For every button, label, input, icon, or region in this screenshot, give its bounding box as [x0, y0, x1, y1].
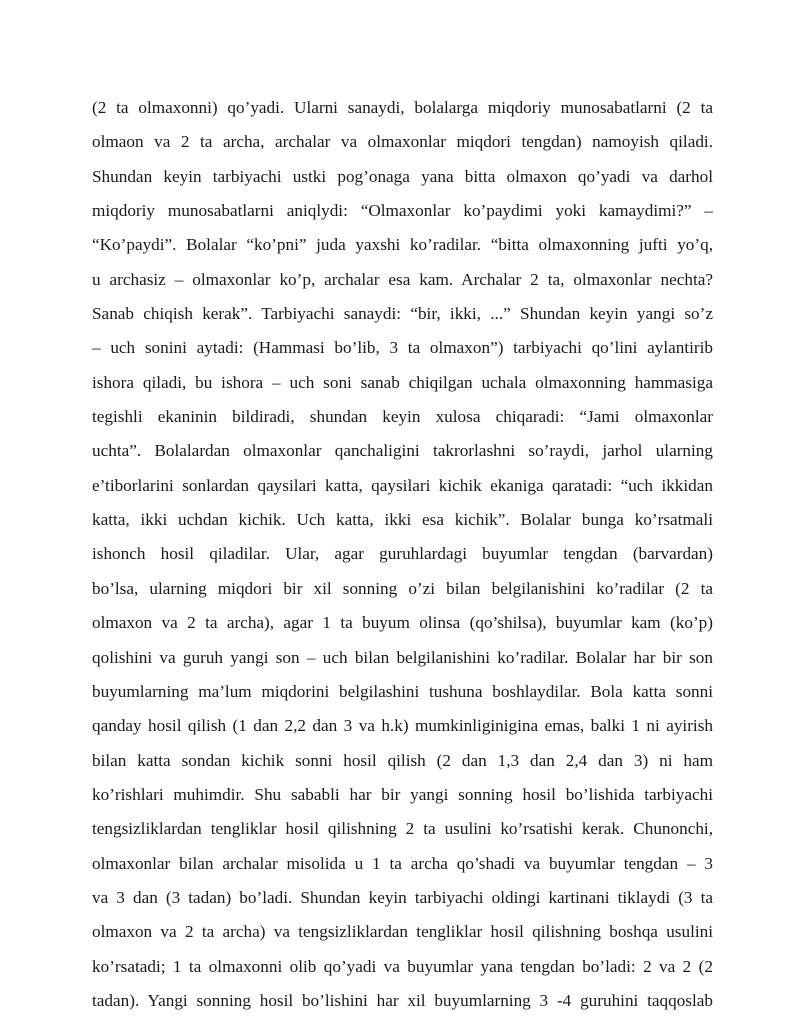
text-line: katta, ikki uchdan kichik. Uch katta, ikki esa kichik”. Bolalar bunga ko’rsatmali	[92, 510, 713, 530]
text-line: u archasiz – olmaxonlar ko’p, archalar esa kam. Archalar 2 ta, olmaxonlar nechta?	[92, 269, 713, 289]
text-line: olmaxon va 2 ta archa) va tengsizliklardan tengliklar hosil qilishning boshqa usulini	[92, 922, 713, 942]
text-line: bilan katta sondan kichik sonni hosil qilish (2 dan 1,3 dan 2,4 dan 3) ni ham	[92, 750, 713, 770]
text-line: tadan). Yangi sonning hosil bo’lishini har xil buyumlarning 3 -4 guruhini taqqoslab	[92, 990, 713, 1010]
text-line: miqdoriy munosabatlarni aniqlydi: “Olmaxonlar ko’paydimi yoki kamaydimi?” –	[92, 201, 713, 221]
text-line: buyumlarning ma’lum miqdorini belgilashini tushuna boshlaydilar. Bola katta sonni	[92, 681, 713, 701]
text-line: “Ko’paydi”. Bolalar “ko’pni” juda yaxshi ko’radilar. “bitta olmaxonning jufti yo’q,	[92, 235, 713, 255]
text-line: tegishli ekaninin bildiradi, shundan keyin xulosa chiqaradi: “Jami olmaxonlar	[92, 407, 713, 427]
text-line: qanday hosil qilish (1 dan 2,2 dan 3 va h.k) mumkinliginigina emas, balki 1 ni ayirish	[92, 716, 713, 736]
text-line: e’tiborlarini sonlardan qaysilari katta, qaysilari kichik ekaniga qaratadi: “uch ikkidan	[92, 475, 713, 495]
text-line: uchta”. Bolalardan olmaxonlar qanchaligini takrorlashni so’raydi, jarhol ularning	[92, 441, 713, 461]
text-line: va 3 dan (3 tadan) bo’ladi. Shundan keyin tarbiyachi oldingi kartinani tiklaydi (3 ta	[92, 887, 713, 907]
text-line: Shundan keyin tarbiyachi ustki pog’onaga yana bitta olmaxon qo’yadi va darhol	[92, 166, 713, 186]
body-paragraph	[92, 91, 713, 1018]
text-line: Sanab chiqish kerak”. Tarbiyachi sanaydi: “bir, ikki, ...” Shundan keyin yangi so’z	[92, 304, 713, 324]
text-line: qolishini va guruh yangi son – uch bilan belgilanishini ko’radilar. Bolalar har bir son	[92, 647, 713, 667]
text-line: tengsizliklardan tengliklar hosil qilishning 2 ta usulini ko’rsatishi kerak. Chunonchi,	[92, 819, 713, 839]
text-line: – uch sonini aytadi: (Hammasi bo’lib, 3 ta olmaxon”) tarbiyachi qo’lini aylantirib	[92, 338, 713, 358]
text-line: ko’rishlari muhimdir. Shu sababli har bir yangi sonning hosil bo’lishida tarbiyachi	[92, 784, 713, 804]
text-line: olmaxon va 2 ta archa), agar 1 ta buyum olinsa (qo’shilsa), buyumlar kam (ko’p)	[92, 613, 713, 633]
document-page	[92, 91, 713, 1018]
text-line: ko’rsatadi; 1 ta olmaxonni olib qo’yadi va buyumlar yana tengdan bo’ladi: 2 va 2 (2	[92, 956, 713, 976]
text-line: ishonch hosil qiladilar. Ular, agar guruhlardagi buyumlar tengdan (barvardan)	[92, 544, 713, 564]
text-line: bo’lsa, ularning miqdori bir xil sonning o’zi bilan belgilanishini ko’radilar (2 ta	[92, 578, 713, 598]
text-line: olmaxonlar bilan archalar misolida u 1 ta archa qo’shadi va buyumlar tengdan – 3	[92, 853, 713, 873]
text-line: olmaon va 2 ta archa, archalar va olmaxonlar miqdori tengdan) namoyish qiladi.	[92, 132, 713, 152]
text-line: (2 ta olmaxonni) qo’yadi. Ularni sanaydi, bolalarga miqdoriy munosabatlarni (2 ta	[92, 98, 713, 117]
text-line: ishora qiladi, bu ishora – uch soni sanab chiqilgan uchala olmaxonning hammasiga	[92, 372, 713, 392]
